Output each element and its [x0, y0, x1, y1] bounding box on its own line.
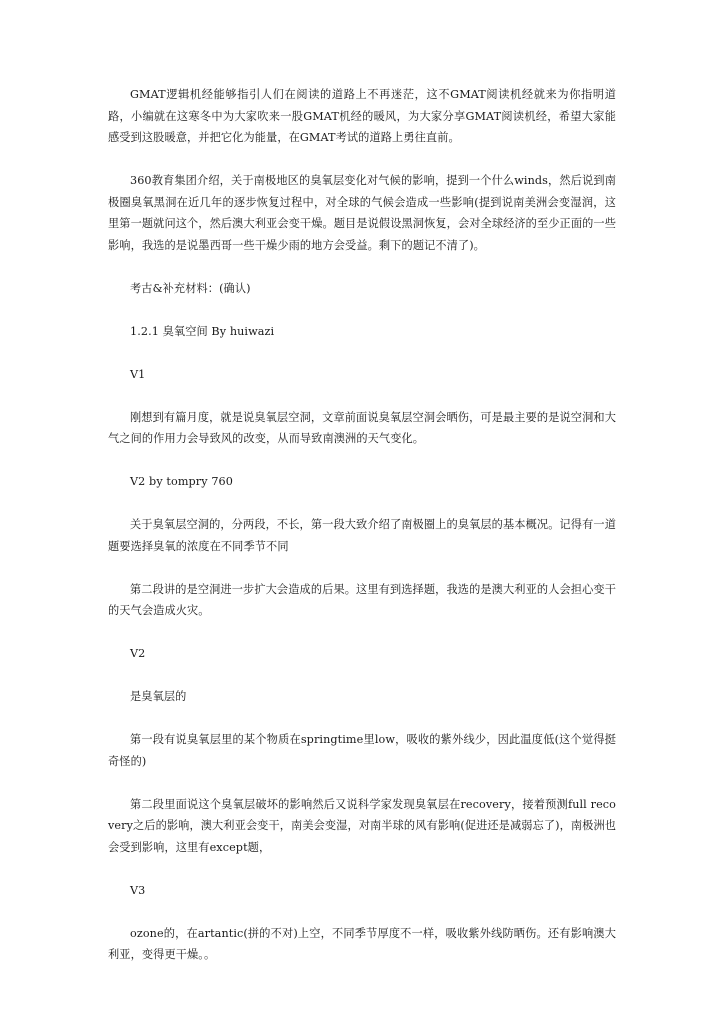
paragraph-v2-second: 第二段讲的是空洞进一步扩大会造成的后果。这里有到选择题，我选的是澳大利亚的人会担心变干的天气会造成火灾。: [108, 582, 616, 617]
paragraph-v1-content: 刚想到有篇月度，就是说臭氧层空洞，文章前面说臭氧层空洞会晒伤，可是最主要的是说空洞和大气之间的作用力会导致风的改变，从而导致南澳洲的天气变化。: [108, 410, 616, 445]
paragraph-v2-part1: 第一段有说臭氧层里的某个物质在springtime里low，吸收的紫外线少，因此温度低(这个觉得挺奇怪的): [108, 733, 616, 768]
paragraph-v2-topic: 是臭氧层的: [130, 690, 187, 703]
paragraph-summary: 360教育集团介绍，关于南极地区的臭氧层变化对气候的影响，提到一个什么winds，然后说到南极圈臭氧黑洞在近几年的逐步恢复过程中，对全球的气候会造成一些影响(提到说南美洲会变湿润，这里第一题就问这个，然后澳大利亚会变干燥。题目是说假设黑洞恢复，会对全球经济的至少正面的一些影响，我选的是说墨西哥一些干燥少雨的地方会受益。剩下的题记不清了)。: [108, 174, 616, 252]
paragraph-v2-first: 关于臭氧层空洞的，分两段，不长，第一段大致介绍了南极圈上的臭氧层的基本概况。记得有一道题要选择臭氧的浓度在不同季节不同: [108, 518, 616, 553]
paragraph-version-v2-tompry: V2 by tompry 760: [130, 475, 233, 488]
document-body: [108, 84, 616, 966]
paragraph-supplement-heading: 考古&补充材料：(确认): [130, 281, 251, 295]
paragraph-v2-part2: 第二段里面说这个臭氧层破坏的影响然后又说科学家发现臭氧层在recovery，接着预测full recovery之后的影响，澳大利亚会变干，南美会变湿，对南半球的风有影响(促进还是减弱忘了)，南极洲也会受到影响，这里有except题，: [108, 797, 617, 854]
paragraph-v3-content: ozone的，在artantic(拼的不对)上空，不同季节厚度不一样，吸收紫外线防晒伤。还有影响澳大利亚，变得更干燥。。: [108, 926, 616, 961]
paragraph-version-v1: V1: [130, 367, 146, 381]
paragraph-version-v2: V2: [130, 647, 146, 660]
paragraph-version-v3: V3: [130, 883, 146, 897]
paragraph-intro: GMAT逻辑机经能够指引人们在阅读的道路上不再迷茫，这不GMAT阅读机经就来为你指明道路，小编就在这寒冬中为大家吹来一股GMAT机经的暖风，为大家分享GMAT阅读机经，希望大家能感受到这股暖意，并把它化为能量，在GMAT考试的道路上勇往直前。: [108, 88, 616, 144]
paragraph-section-title: 1.2.1 臭氧空间 By huiwazi: [130, 324, 275, 338]
